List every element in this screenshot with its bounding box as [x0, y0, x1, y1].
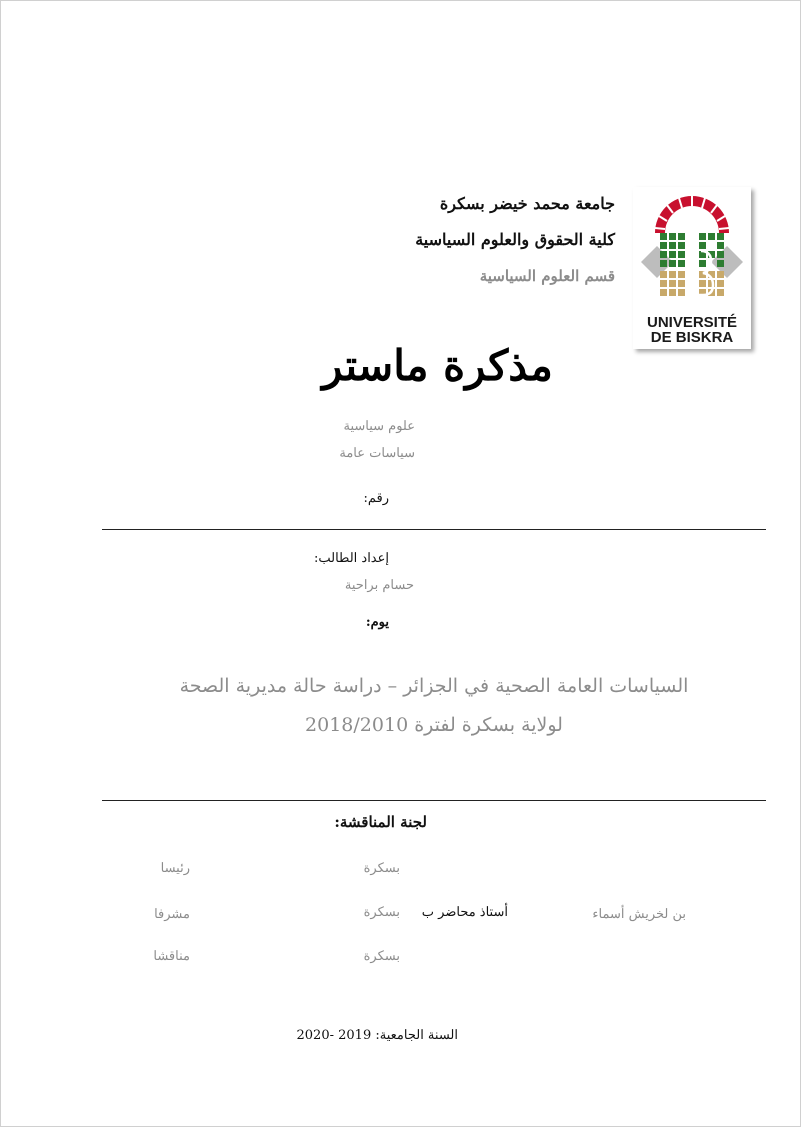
university-name: جامعة محمد خيضر بسكرة	[439, 194, 615, 213]
student-name: حسام براحية	[344, 578, 414, 593]
committee-role: مناقشا	[153, 949, 190, 964]
day-label: يوم:	[365, 615, 389, 630]
university-logo	[633, 187, 751, 349]
major-text: سياسات عامة	[339, 446, 415, 461]
logo-line2: DE BISKRA	[650, 329, 734, 346]
divider-top	[102, 529, 766, 530]
logo-line1: UNIVERSITÉ	[646, 314, 737, 331]
committee-rank: أستاذ محاضر ب	[421, 905, 508, 920]
committee-university: بسكرة	[363, 861, 400, 876]
prepared-by-label: إعداد الطالب:	[313, 551, 389, 566]
department-name: قسم العلوم السياسية	[479, 267, 615, 285]
field-text: علوم سياسية	[343, 419, 415, 434]
academic-year: السنة الجامعية: 2019 -2020	[296, 1028, 458, 1043]
number-label: رقم:	[363, 491, 389, 506]
thesis-title-line2: لولاية بسكرة لفترة 2018/2010	[305, 714, 563, 736]
divider-bottom	[102, 800, 766, 801]
committee-university: بسكرة	[363, 949, 400, 964]
committee-name: بن لخريش أسماء	[592, 907, 686, 922]
faculty-name: كلية الحقوق والعلوم السياسية	[415, 230, 615, 249]
committee-university: بسكرة	[363, 905, 400, 920]
page-title: مذكرة ماستر	[322, 341, 553, 390]
logo-emblem-icon	[633, 187, 751, 307]
committee-role: مشرفا	[154, 907, 190, 922]
thesis-title-line1: السياسات العامة الصحية في الجزائر – دراسة حالة مديرية الصحة	[179, 675, 689, 697]
committee-role: رئيسا	[160, 861, 190, 876]
committee-label: لجنة المناقشة:	[334, 813, 427, 831]
